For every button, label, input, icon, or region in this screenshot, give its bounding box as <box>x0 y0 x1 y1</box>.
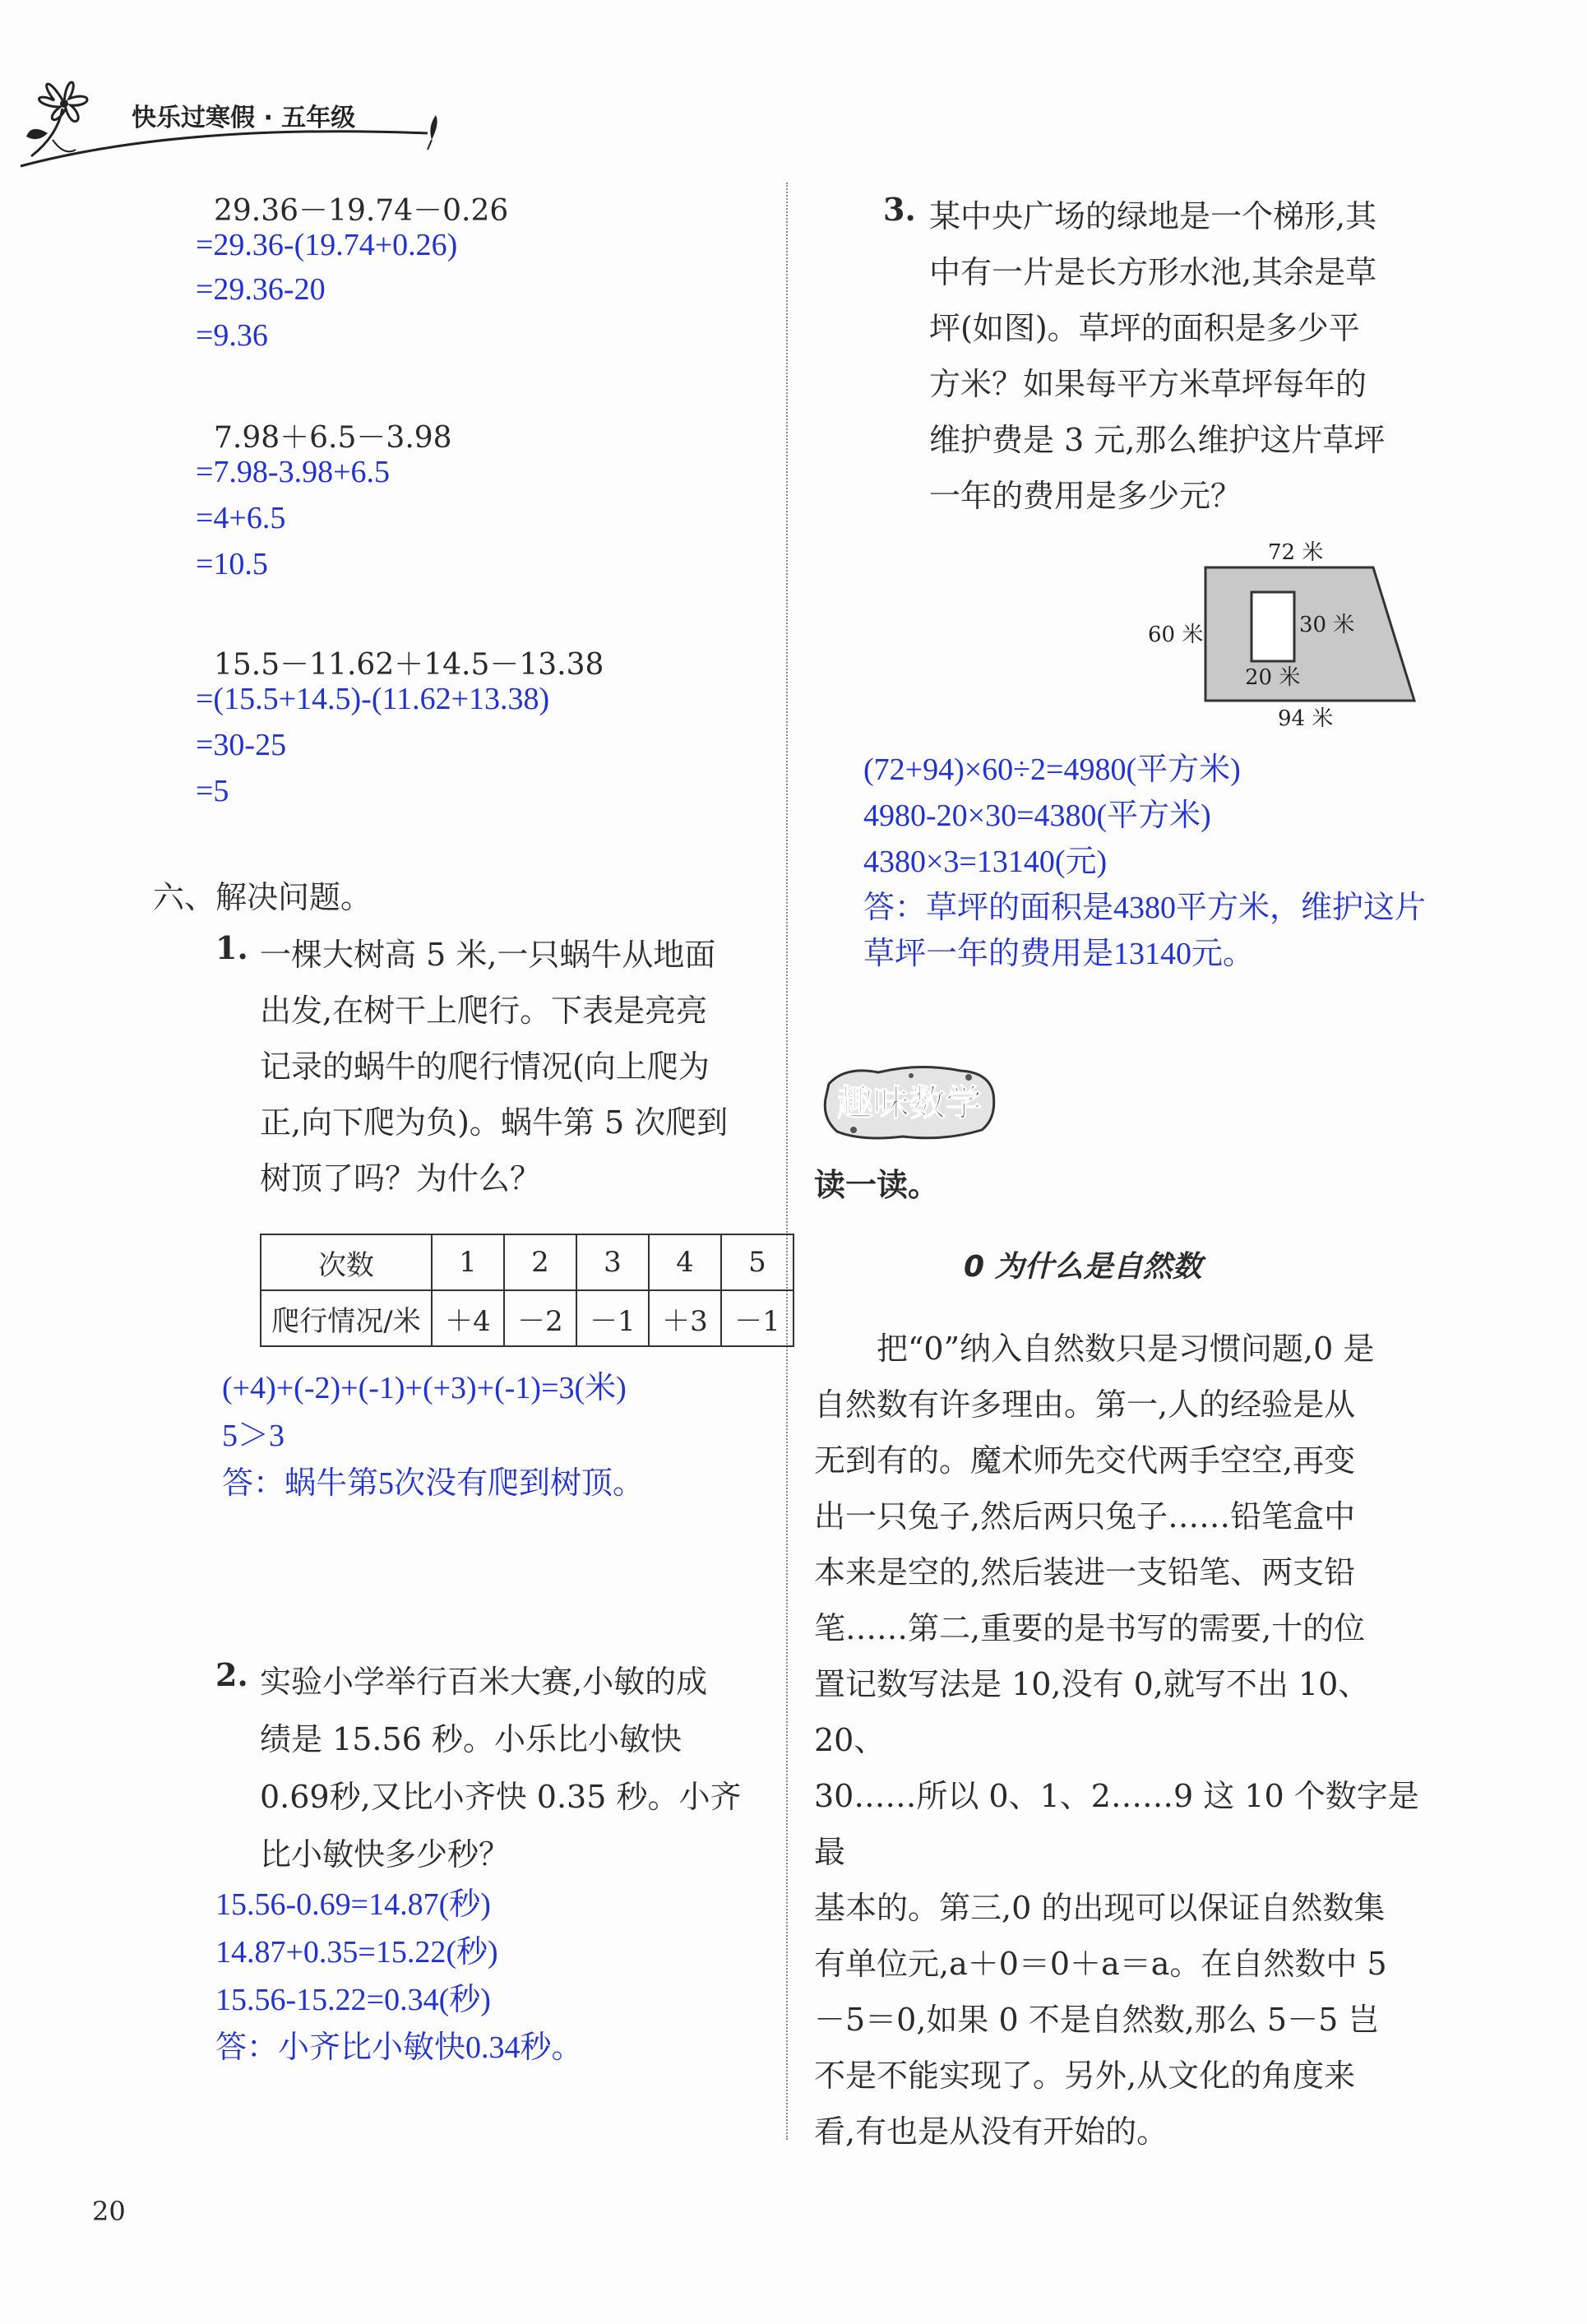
table-cell: 2 <box>504 1234 576 1290</box>
q3-text-line: 坪(如图)。草坪的面积是多少平 <box>929 310 1360 346</box>
q3-text-line: 中有一片是长方形水池,其余是草 <box>929 254 1377 290</box>
fun-math-badge <box>821 1061 998 1143</box>
calc1-step: =29.36-(19.74+0.26) <box>196 228 458 262</box>
q3-answer-line: 4380×3=13140(元) <box>863 845 1108 879</box>
table-cell: ＋3 <box>649 1290 721 1346</box>
table-cell: 3 <box>576 1234 649 1290</box>
q1-text-line: 树顶了吗？为什么？ <box>260 1160 542 1197</box>
q3-text-line: 某中央广场的绿地是一个梯形,其 <box>929 198 1377 234</box>
article-line: 自然数有许多理由。第一,人的经验是从 <box>814 1387 1356 1423</box>
label-left: 60 米 <box>1148 623 1204 647</box>
q2-answer-line: 14.87+0.35=15.22(秒) <box>215 1935 498 1970</box>
calc3-step: =30-25 <box>196 728 287 762</box>
calc2-step: =4+6.5 <box>196 501 286 535</box>
article-line: 把“0”纳入自然数只是习惯问题,0 是 <box>877 1331 1375 1367</box>
header-title: 快乐过寒假 · 五年级 <box>132 104 356 132</box>
calc1-expression: 29.36－19.74－0.26 <box>214 194 509 228</box>
article-title: 0 为什么是自然数 <box>964 1250 1202 1284</box>
label-top: 72 米 <box>1268 540 1324 565</box>
q2-answer-line: 15.56-0.69=14.87(秒) <box>215 1887 491 1922</box>
q1-number: 1. <box>215 929 248 966</box>
q2-text-line: 绩是 15.56 秒。小乐比小敏快 <box>260 1721 682 1757</box>
climb-table <box>260 1234 794 1347</box>
column-divider <box>786 183 788 2140</box>
table-cell: －1 <box>721 1290 794 1346</box>
q3-text-line: 一年的费用是多少元？ <box>929 478 1242 514</box>
section-title: 六、解决问题。 <box>153 879 372 915</box>
q3-text-line: 方米？如果每平方米草坪每年的 <box>929 366 1367 402</box>
article-line: 无到有的。魔术师先交代两手空空,再变 <box>814 1442 1356 1479</box>
article-line: 看,有也是从没有开始的。 <box>814 2113 1168 2150</box>
calc1-step: =9.36 <box>196 318 268 353</box>
article-line: 出一只兔子,然后两只兔子……铅笔盒中 <box>814 1498 1356 1535</box>
read-label: 读一读。 <box>814 1167 940 1203</box>
label-inner-width: 20 米 <box>1245 665 1301 690</box>
q3-answer-line: 答：草坪的面积是4380平方米，维护这片 <box>863 891 1427 925</box>
article-line: 笔……第二,重要的是书写的需要,十的位 <box>814 1610 1366 1646</box>
article-line: －5＝0,如果 0 不是自然数,那么 5－5 岂 <box>814 2002 1380 2038</box>
article-line: 有单位元,a＋0＝0＋a＝a。在自然数中 5 <box>814 1946 1387 1982</box>
q1-answer-line: (+4)+(-2)+(-1)+(+3)+(-1)=3(米) <box>222 1371 627 1405</box>
q3-text-line: 维护费是 3 元,那么维护这片草坪 <box>929 422 1386 458</box>
calc3-step: =5 <box>196 774 229 808</box>
q1-answer-line: 答：蜗牛第5次没有爬到树顶。 <box>222 1466 645 1501</box>
q2-answer-line: 答：小齐比小敏快0.34秒。 <box>215 2030 583 2065</box>
table-cell: －2 <box>504 1290 576 1346</box>
calc3-step: =(15.5+14.5)-(11.62+13.38) <box>196 682 550 716</box>
q1-text-line: 出发,在树干上爬行。下表是亮亮 <box>260 993 708 1029</box>
q2-answer-line: 15.56-15.22=0.34(秒) <box>215 1983 491 2017</box>
table-cell: 4 <box>649 1234 721 1290</box>
page-number: 20 <box>92 2196 126 2227</box>
q2-text-line: 比小敏快多少秒？ <box>260 1836 511 1873</box>
calc2-expression: 7.98＋6.5－3.98 <box>214 421 452 455</box>
label-inner-height: 30 米 <box>1299 613 1355 637</box>
q1-text-line: 记录的蜗牛的爬行情况(向上爬为 <box>260 1049 710 1085</box>
article-paragraph <box>814 1321 1423 2160</box>
q3-number: 3. <box>883 191 916 228</box>
q1-text-line: 正,向下爬为负)。蜗牛第 5 次爬到 <box>260 1104 729 1141</box>
table-cell: ＋4 <box>432 1290 504 1346</box>
q3-answer-line: 4980-20×30=4380(平方米) <box>863 799 1211 833</box>
article-line: 基本的。第三,0 的出现可以保证自然数集 <box>814 1890 1386 1926</box>
calc3-expression: 15.5－11.62＋14.5－13.38 <box>214 648 604 682</box>
q2-text-line: 实验小学举行百米大赛,小敏的成 <box>260 1664 708 1700</box>
article-line: 30……所以 0、1、2……9 这 10 个数字是最 <box>814 1778 1419 1870</box>
table-row <box>261 1234 794 1290</box>
table-cell: 1 <box>432 1234 504 1290</box>
article-line: 不是不能实现了。另外,从文化的角度来 <box>814 2058 1356 2094</box>
q3-answer-line: (72+94)×60÷2=4980(平方米) <box>863 752 1241 787</box>
rectangle-pool <box>1252 592 1294 661</box>
calc2-step: =7.98-3.98+6.5 <box>196 455 391 489</box>
q1-text-line: 一棵大树高 5 米,一只蜗牛从地面 <box>260 937 716 973</box>
q2-number: 2. <box>215 1656 248 1693</box>
q1-answer-line: 5＞3 <box>222 1419 285 1453</box>
table-header-cell: 爬行情况/米 <box>261 1290 432 1346</box>
calc1-step: =29.36-20 <box>196 272 326 307</box>
article-line: 置记数写法是 10,没有 0,就写不出 10、20、 <box>814 1666 1370 1758</box>
table-header-cell: 次数 <box>261 1234 432 1290</box>
table-row <box>261 1290 794 1346</box>
fun-math-title: 趣味数学 <box>837 1082 982 1124</box>
calc2-step: =10.5 <box>196 547 268 581</box>
q3-answer-line: 草坪一年的费用是13140元。 <box>863 937 1255 971</box>
article-line: 本来是空的,然后装进一支铅笔、两支铅 <box>814 1554 1356 1590</box>
trapezoid-figure <box>1143 535 1439 740</box>
q2-text-line: 0.69秒,又比小齐快 0.35 秒。小齐 <box>260 1779 742 1815</box>
table-cell: －1 <box>576 1290 649 1346</box>
table-cell: 5 <box>721 1234 794 1290</box>
label-bottom: 94 米 <box>1278 706 1334 731</box>
